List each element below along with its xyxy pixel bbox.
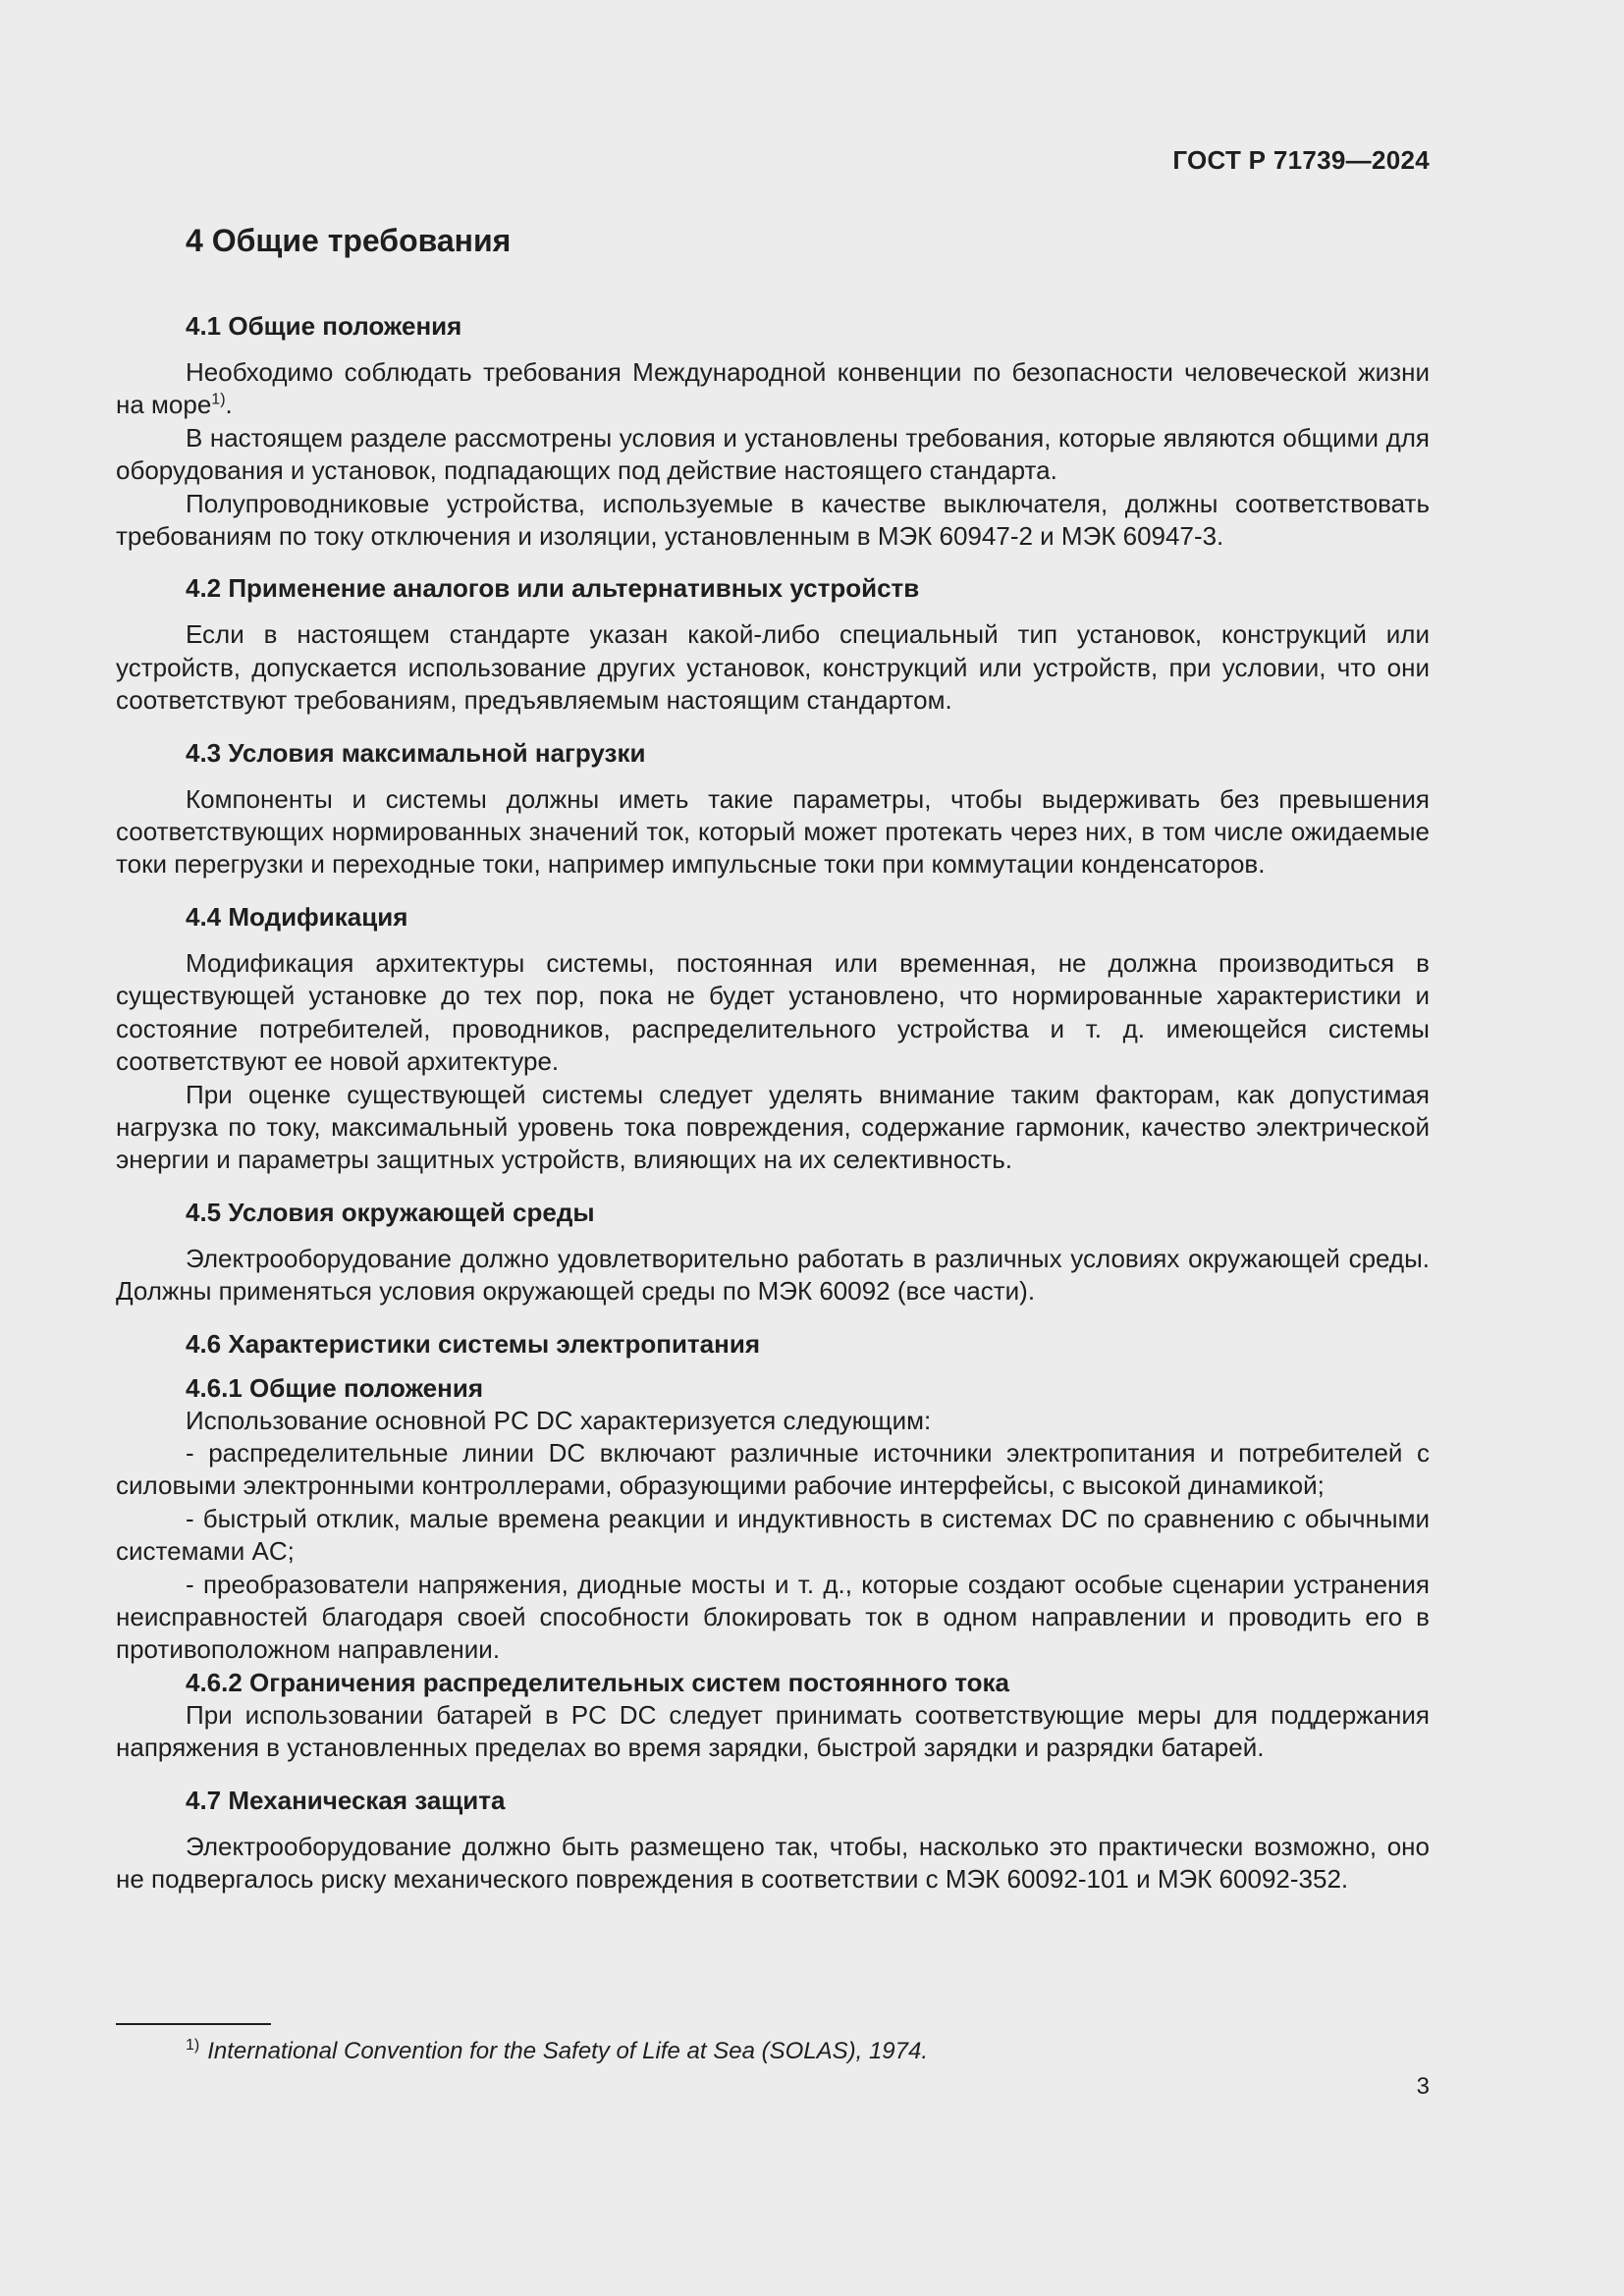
- paragraph-4-1-2: В настоящем разделе рассмотрены условия и установлены требования, которые являются общими для оборудования и установок, подпадающих под действие настоящего стандарта.: [116, 422, 1430, 486]
- section-title: 4 Общие требования: [186, 223, 512, 258]
- document-page: [116, 0, 1430, 2296]
- footnote-mark: 1): [186, 2037, 200, 2054]
- paragraph-4-7-1: Электрооборудование должно быть размещено так, чтобы, насколько это практически возможно, оно не подвергалось риску механического повреждения в соответствии с МЭК 60092-101 и МЭК 60092-352.: [116, 1831, 1430, 1894]
- list-item: - быстрый отклик, малые времена реакции и индуктивность в системах DC по сравнению с обычными системами AC;: [116, 1503, 1430, 1567]
- heading-4-7: 4.7 Механическая защита: [186, 1785, 506, 1815]
- heading-4-5: 4.5 Условия окружающей среды: [186, 1197, 595, 1227]
- paragraph-4-6-2-1: При использовании батарей в PC DC следует принимать соответствующие меры для поддержания напряжения в установленных пределах во время зарядки, быстрой зарядки и разрядки батарей.: [116, 1699, 1430, 1763]
- paragraph-4-1-3: Полупроводниковые устройства, используемые в качестве выключателя, должны соответствовать требованиям по току отключения и изоляции, установленным в МЭК 60947-2 и МЭК 60947-3.: [116, 488, 1430, 552]
- document-body: [116, 310, 1430, 1896]
- paragraph-4-4-1: Модификация архитектуры системы, постоянная или временная, не должна производиться в существующей установке до тех пор, пока не будет установлено, что нормированные характеристики и состояние потребителей, проводников, распределительного устройства и т. д. имеющейся системы соответствуют ее новой архитектуре.: [116, 947, 1430, 1077]
- list-item: - распределительные линии DC включают различные источники электропитания и потребителей с силовыми электронными контроллерами, образующими рабочие интерфейсы, с высокой динамикой;: [116, 1437, 1430, 1501]
- paragraph-4-2-1: Если в настоящем стандарте указан какой-либо специальный тип установок, конструкций или устройств, допускается использование других установок, конструкций или устройств, при условии, что они соответствуют требованиям, предъявляемым настоящим стандартом.: [116, 619, 1430, 716]
- paragraph-4-3-1: Компоненты и системы должны иметь такие параметры, чтобы выдерживать без превышения соответствующих нормированных значений ток, который может протекать через них, в том числе ожидаемые токи перегрузки и переходные токи, например импульсные токи при коммутации конденсаторов.: [116, 783, 1430, 880]
- footnote: [186, 2030, 928, 2067]
- footnote-reference: 1): [211, 391, 226, 408]
- paragraph-text: Необходимо соблюдать требования Международной конвенции по безопасности человеческой жизни на море: [116, 357, 1430, 420]
- list-item: - преобразователи напряжения, диодные мосты и т. д., которые создают особые сценарии устранения неисправностей благодаря своей способности блокировать ток в одном направлении и проводить его в противоположном направлении.: [116, 1569, 1430, 1665]
- heading-4-6: 4.6 Характеристики системы электропитания: [186, 1328, 760, 1359]
- paragraph-end: .: [225, 390, 233, 420]
- heading-4-1: 4.1 Общие положения: [186, 311, 462, 341]
- footnote-divider: [116, 2023, 271, 2025]
- paragraph-4-4-2: При оценке существующей системы следует уделять внимание таким факторам, как допустимая нагрузка по току, максимальный уровень тока повреждения, содержание гармоник, качество электрической энергии и параметры защитных устройств, влияющих на их селективность.: [116, 1079, 1430, 1175]
- heading-4-3: 4.3 Условия максимальной нагрузки: [186, 737, 646, 768]
- heading-4-6-2: 4.6.2 Ограничения распределительных систем постоянного тока: [186, 1667, 1010, 1697]
- heading-4-2: 4.2 Применение аналогов или альтернативных устройств: [186, 573, 920, 604]
- paragraph-4-6-1-intro: Использование основной PC DC характеризуется следующим:: [186, 1405, 932, 1435]
- heading-4-6-1: 4.6.1 Общие положения: [186, 1372, 483, 1403]
- heading-4-4: 4.4 Модификация: [186, 901, 408, 932]
- page-number: 3: [1416, 2073, 1430, 2100]
- paragraph-4-1-1: [116, 356, 1430, 422]
- footnote-text: International Convention for the Safety of Life at Sea (SOLAS), 1974.: [207, 2038, 929, 2064]
- document-code: ГОСТ Р 71739—2024: [1172, 145, 1430, 175]
- paragraph-4-5-1: Электрооборудование должно удовлетворительно работать в различных условиях окружающей среды. Должны применяться условия окружающей среды по МЭК 60092 (все части).: [116, 1243, 1430, 1307]
